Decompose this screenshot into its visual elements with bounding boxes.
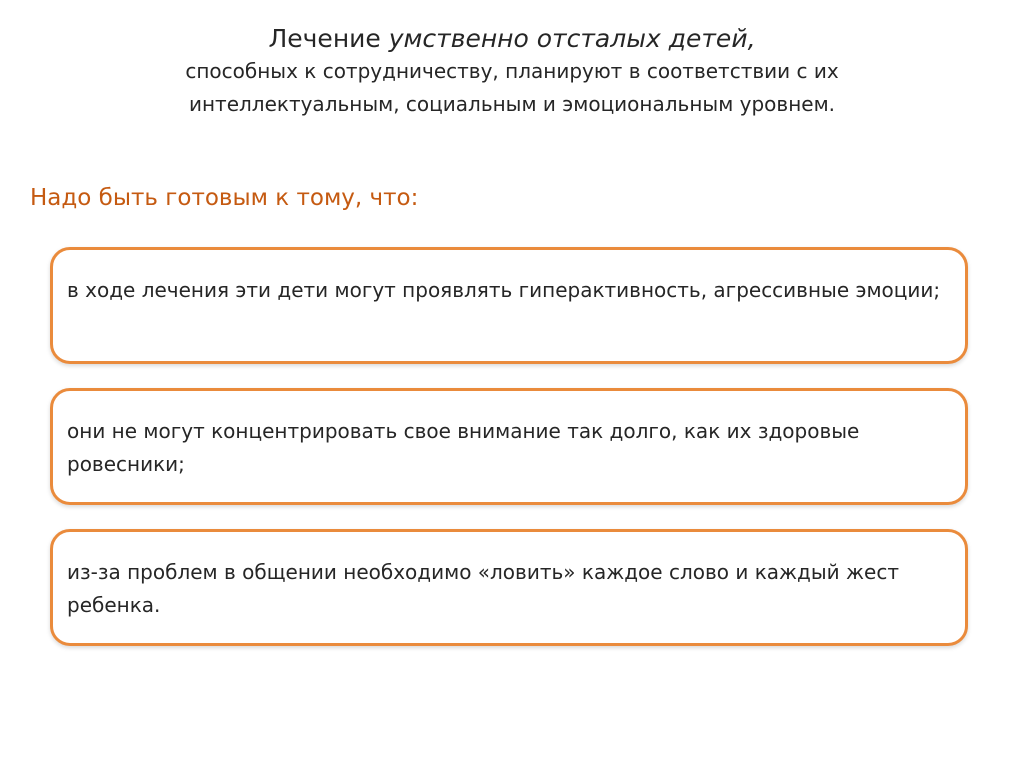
subheading: Надо быть готовым к тому, что: — [30, 185, 419, 211]
statement-text: в ходе лечения эти дети могут проявлять гиперактивность, агрессивные эмоции; — [67, 278, 941, 302]
statement-text: из-за проблем в общении необходимо «ловить» каждое слово и каждый жест ребенка. — [67, 560, 899, 617]
title-line-3: интеллектуальным, социальным и эмоциональным уровнем. — [188, 92, 836, 116]
statement-box-2 — [50, 388, 968, 505]
slide-title — [100, 22, 924, 121]
title-italic: умственно отсталых детей, — [388, 24, 756, 53]
statement-box-3 — [50, 529, 968, 646]
title-plain: Лечение — [268, 24, 389, 53]
title-line-2: способных к сотрудничеству, планируют в соответствии с их — [185, 59, 839, 83]
statement-text: они не могут концентрировать свое внимание так долго, как их здоровые ровесники; — [67, 419, 860, 476]
statement-box-1 — [50, 247, 968, 364]
title-line-1 — [100, 22, 924, 55]
